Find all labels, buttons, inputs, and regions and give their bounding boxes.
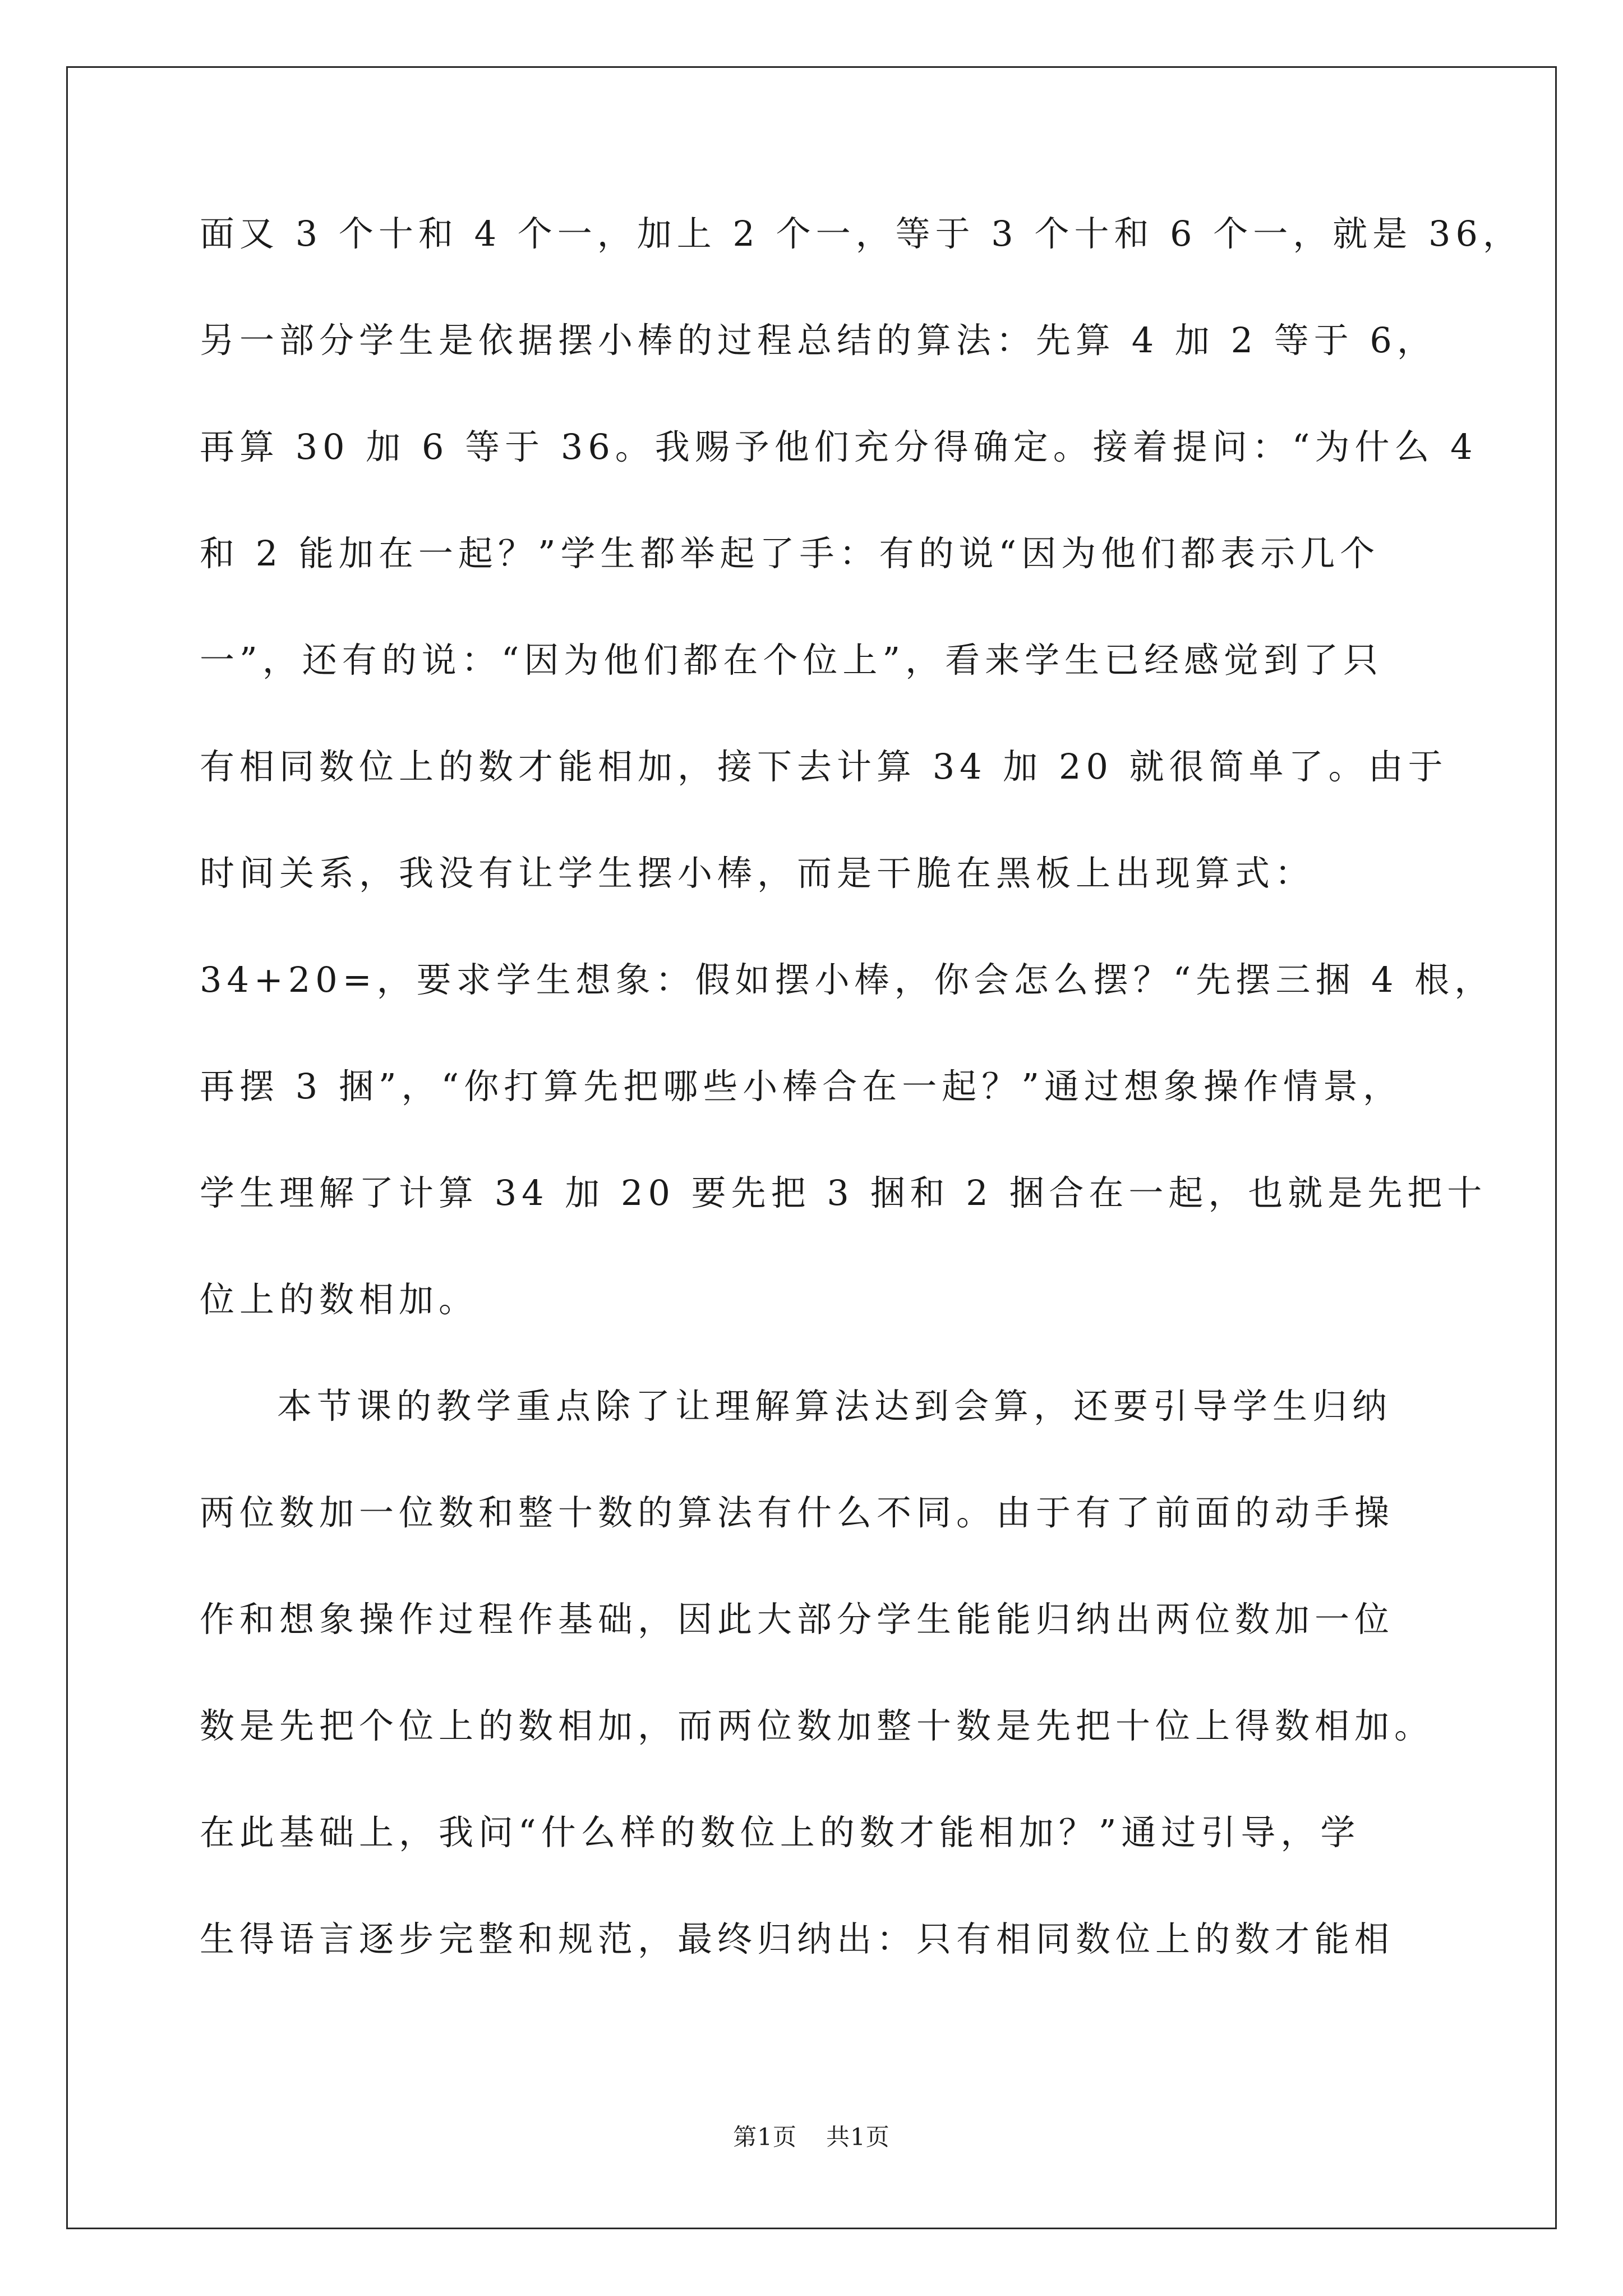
page-total: 共1页: [826, 2123, 890, 2151]
paragraph-first-line: 本节课的教学重点除了让理解算法达到会算，还要引导学生归纳: [277, 1386, 1393, 1427]
text-line: 面又 3 个十和 4 个一，加上 2 个一，等于 3 个十和 6 个一，就是 36，: [200, 213, 1523, 254]
text-line: 34+20=，要求学生想象：假如摆小棒，你会怎么摆？“先摆三捆 4 根，: [200, 959, 1495, 1000]
text-line: 时间关系，我没有让学生摆小棒，而是干脆在黑板上出现算式：: [200, 853, 1315, 894]
page-number: 第1页: [733, 2123, 797, 2151]
text-line: 作和想象操作过程作基础，因此大部分学生能能归纳出两位数加一位: [200, 1599, 1395, 1640]
text-line: 学生理解了计算 34 加 20 要先把 3 捆和 2 捆合在一起，也就是先把十: [200, 1172, 1487, 1213]
text-line: 和 2 能加在一起？”学生都举起了手：有的说“因为他们都表示几个: [200, 533, 1380, 574]
page-border: [66, 66, 1557, 2229]
text-line: 两位数加一位数和整十数的算法有什么不同。由于有了前面的动手操: [200, 1492, 1395, 1533]
text-line: 再摆 3 捆”，“你打算先把哪些小棒合在一起？”通过想象操作情景，: [200, 1066, 1403, 1107]
text-line: 在此基础上，我问“什么样的数位上的数才能相加？”通过引导，学: [200, 1812, 1361, 1853]
text-line: 数是先把个位上的数相加，而两位数加整十数是先把十位上得数相加。: [200, 1705, 1435, 1746]
text-line: 一”，还有的说：“因为他们都在个位上”，看来学生已经感觉到了只: [200, 639, 1384, 680]
text-line: 位上的数相加。: [200, 1279, 479, 1320]
text-line: 有相同数位上的数才能相加，接下去计算 34 加 20 就很简单了。由于: [200, 746, 1448, 787]
text-line: 生得语言逐步完整和规范，最终归纳出：只有相同数位上的数才能相: [200, 1918, 1395, 1959]
page-footer: [0, 2120, 1623, 2154]
text-line: 另一部分学生是依据摆小棒的过程总结的算法：先算 4 加 2 等于 6，: [200, 320, 1437, 361]
text-line: 再算 30 加 6 等于 36。我赐予他们充分得确定。接着提问：“为什么 4: [200, 426, 1478, 467]
